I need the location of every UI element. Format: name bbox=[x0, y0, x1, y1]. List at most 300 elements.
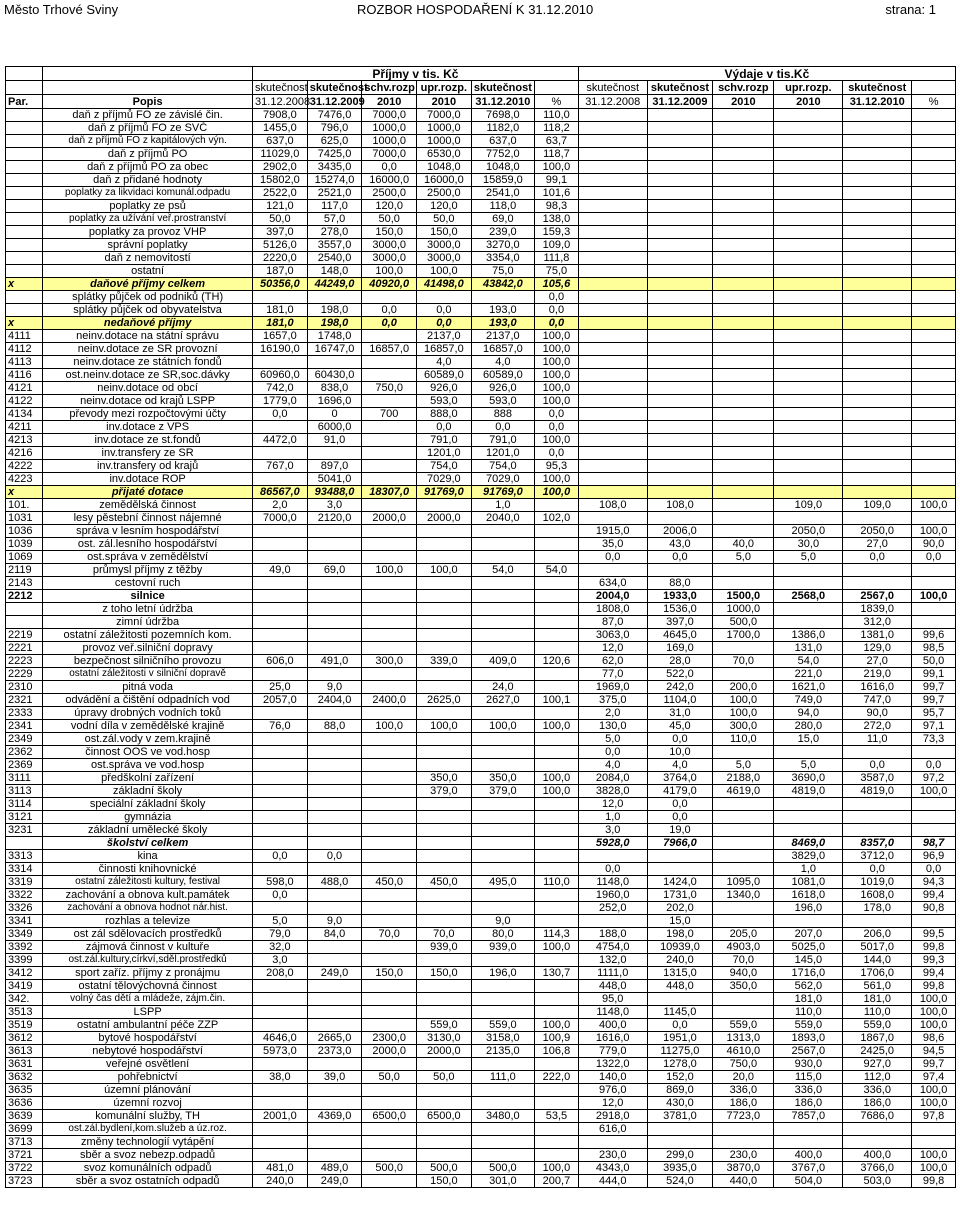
table-row bbox=[6, 499, 956, 512]
value-cell: 1455,0 bbox=[253, 122, 308, 135]
value-cell bbox=[647, 226, 713, 239]
row-description: správa v lesním hospodářství bbox=[43, 525, 253, 538]
value-cell: 100,0 bbox=[535, 161, 579, 174]
value-cell bbox=[713, 993, 774, 1006]
value-cell bbox=[253, 785, 308, 798]
value-cell bbox=[307, 447, 362, 460]
value-cell: 28,0 bbox=[647, 655, 713, 668]
value-cell: 50,0 bbox=[912, 655, 956, 668]
value-cell bbox=[912, 577, 956, 590]
value-cell bbox=[253, 980, 308, 993]
paragraph-code: 4122 bbox=[6, 395, 43, 408]
value-cell: 96,9 bbox=[912, 850, 956, 863]
value-cell bbox=[843, 187, 912, 200]
value-cell bbox=[417, 1123, 472, 1136]
value-cell bbox=[362, 1175, 417, 1188]
value-cell: 99,7 bbox=[912, 681, 956, 694]
value-cell: 41498,0 bbox=[417, 278, 472, 291]
value-cell bbox=[535, 616, 579, 629]
value-cell bbox=[912, 382, 956, 395]
value-cell: 60589,0 bbox=[417, 369, 472, 382]
value-cell bbox=[362, 616, 417, 629]
value-cell bbox=[774, 577, 843, 590]
value-cell bbox=[843, 330, 912, 343]
paragraph-code: 3349 bbox=[6, 928, 43, 941]
value-cell: 120,6 bbox=[535, 655, 579, 668]
value-cell bbox=[535, 1097, 579, 1110]
column-header-exp-2-sub: 2010 bbox=[713, 95, 774, 109]
value-cell bbox=[578, 226, 647, 239]
row-description: ostatní záležitosti kultury, festival bbox=[43, 876, 253, 889]
value-cell bbox=[471, 889, 534, 902]
value-cell: 350,0 bbox=[713, 980, 774, 993]
value-cell: 60589,0 bbox=[471, 369, 534, 382]
value-cell bbox=[253, 642, 308, 655]
value-cell: 249,0 bbox=[307, 967, 362, 980]
value-cell: 1657,0 bbox=[253, 330, 308, 343]
value-cell: 98,3 bbox=[535, 200, 579, 213]
value-cell: 40920,0 bbox=[362, 278, 417, 291]
paragraph-code bbox=[6, 304, 43, 317]
value-cell: 100,0 bbox=[912, 1006, 956, 1019]
row-description: neinv.dotace na státní správu bbox=[43, 330, 253, 343]
value-cell bbox=[843, 1123, 912, 1136]
value-cell: 88,0 bbox=[307, 720, 362, 733]
value-cell bbox=[362, 668, 417, 681]
value-cell: 99,1 bbox=[912, 668, 956, 681]
column-header-inc-4: skutečnost bbox=[471, 81, 534, 95]
paragraph-code: 2229 bbox=[6, 668, 43, 681]
table-row bbox=[6, 1071, 956, 1084]
value-cell bbox=[843, 304, 912, 317]
value-cell: 0,0 bbox=[253, 408, 308, 421]
paragraph-code: x bbox=[6, 278, 43, 291]
value-cell: 99,8 bbox=[912, 941, 956, 954]
value-cell: 2500,0 bbox=[417, 187, 472, 200]
paragraph-code: 3699 bbox=[6, 1123, 43, 1136]
column-header-exp-5-sub: % bbox=[912, 95, 956, 109]
value-cell: 120,0 bbox=[417, 200, 472, 213]
table-row bbox=[6, 785, 956, 798]
value-cell: 54,0 bbox=[535, 564, 579, 577]
value-cell bbox=[253, 746, 308, 759]
value-cell bbox=[774, 109, 843, 122]
value-cell: 100,0 bbox=[713, 694, 774, 707]
value-cell: 2500,0 bbox=[362, 187, 417, 200]
value-cell bbox=[578, 278, 647, 291]
value-cell: 3000,0 bbox=[362, 252, 417, 265]
table-row bbox=[6, 1175, 956, 1188]
value-cell bbox=[307, 1019, 362, 1032]
table-row bbox=[6, 915, 956, 928]
paragraph-code: 3326 bbox=[6, 902, 43, 915]
value-cell: 70,0 bbox=[713, 655, 774, 668]
value-cell: 129,0 bbox=[843, 642, 912, 655]
value-cell: 2000,0 bbox=[362, 1045, 417, 1058]
table-row bbox=[6, 1084, 956, 1097]
paragraph-code bbox=[6, 174, 43, 187]
value-cell: 750,0 bbox=[362, 382, 417, 395]
value-cell: 397,0 bbox=[253, 226, 308, 239]
value-cell: 12,0 bbox=[578, 642, 647, 655]
table-row bbox=[6, 863, 956, 876]
value-cell: 181,0 bbox=[843, 993, 912, 1006]
row-description: odvádění a čištění odpadních vod bbox=[43, 694, 253, 707]
value-cell: 375,0 bbox=[578, 694, 647, 707]
value-cell: 100,0 bbox=[535, 772, 579, 785]
table-row bbox=[6, 460, 956, 473]
income-header: Příjmy v tis. Kč bbox=[253, 67, 579, 81]
value-cell bbox=[843, 317, 912, 330]
report-title: ROZBOR HOSPODAŘENÍ K 31.12.2010 bbox=[357, 2, 594, 17]
value-cell bbox=[362, 421, 417, 434]
value-cell: 336,0 bbox=[843, 1084, 912, 1097]
paragraph-code: 2223 bbox=[6, 655, 43, 668]
value-cell bbox=[774, 174, 843, 187]
value-cell: 559,0 bbox=[713, 1019, 774, 1032]
value-cell: 4819,0 bbox=[843, 785, 912, 798]
value-cell: 2,0 bbox=[578, 707, 647, 720]
value-cell bbox=[307, 1084, 362, 1097]
value-cell bbox=[417, 642, 472, 655]
value-cell: 897,0 bbox=[307, 460, 362, 473]
value-cell: 299,0 bbox=[647, 1149, 713, 1162]
value-cell bbox=[774, 317, 843, 330]
value-cell: 312,0 bbox=[843, 616, 912, 629]
value-cell bbox=[417, 863, 472, 876]
value-cell: 400,0 bbox=[774, 1149, 843, 1162]
value-cell bbox=[713, 109, 774, 122]
value-cell: 93488,0 bbox=[307, 486, 362, 499]
value-cell: 278,0 bbox=[307, 226, 362, 239]
value-cell: 0,0 bbox=[647, 551, 713, 564]
row-description: daň z přidané hodnoty bbox=[43, 174, 253, 187]
row-description: splátky půjček od podniků (TH) bbox=[43, 291, 253, 304]
value-cell bbox=[912, 109, 956, 122]
row-description: přijaté dotace bbox=[43, 486, 253, 499]
value-cell: 300,0 bbox=[362, 655, 417, 668]
value-cell: 504,0 bbox=[774, 1175, 843, 1188]
value-cell bbox=[843, 512, 912, 525]
value-cell: 500,0 bbox=[417, 1162, 472, 1175]
row-description: z toho letní údržba bbox=[43, 603, 253, 616]
value-cell bbox=[307, 1136, 362, 1149]
value-cell: 99,5 bbox=[912, 928, 956, 941]
value-cell: 3935,0 bbox=[647, 1162, 713, 1175]
value-cell bbox=[307, 785, 362, 798]
table-row bbox=[6, 954, 956, 967]
value-cell bbox=[253, 811, 308, 824]
paragraph-code: 3121 bbox=[6, 811, 43, 824]
value-cell: 39,0 bbox=[307, 1071, 362, 1084]
value-cell: 38,0 bbox=[253, 1071, 308, 1084]
value-cell bbox=[843, 109, 912, 122]
table-row bbox=[6, 577, 956, 590]
value-cell bbox=[471, 577, 534, 590]
value-cell: 99,1 bbox=[535, 174, 579, 187]
value-cell bbox=[713, 369, 774, 382]
column-header-exp-5 bbox=[912, 81, 956, 95]
value-cell bbox=[417, 603, 472, 616]
row-description: veřejné osvětlení bbox=[43, 1058, 253, 1071]
value-cell bbox=[843, 577, 912, 590]
row-description: daň z příjmů FO ze SVČ bbox=[43, 122, 253, 135]
value-cell: 522,0 bbox=[647, 668, 713, 681]
value-cell bbox=[713, 174, 774, 187]
value-cell bbox=[362, 915, 417, 928]
value-cell bbox=[578, 369, 647, 382]
row-description: neinv.dotace ze státních fondů bbox=[43, 356, 253, 369]
table-row bbox=[6, 1006, 956, 1019]
table-row bbox=[6, 876, 956, 889]
value-cell: 242,0 bbox=[647, 681, 713, 694]
value-cell bbox=[713, 304, 774, 317]
value-cell: 16000,0 bbox=[362, 174, 417, 187]
value-cell: 77,0 bbox=[578, 668, 647, 681]
value-cell bbox=[912, 486, 956, 499]
value-cell: 5928,0 bbox=[578, 837, 647, 850]
value-cell bbox=[417, 1136, 472, 1149]
value-cell: 1048,0 bbox=[417, 161, 472, 174]
row-description: zachování a obnova kult.památek bbox=[43, 889, 253, 902]
value-cell: 62,0 bbox=[578, 655, 647, 668]
value-cell bbox=[713, 343, 774, 356]
row-description: inv.dotace ROP bbox=[43, 473, 253, 486]
value-cell: 0,0 bbox=[843, 551, 912, 564]
value-cell bbox=[307, 954, 362, 967]
value-cell bbox=[647, 317, 713, 330]
value-cell: 4472,0 bbox=[253, 434, 308, 447]
value-cell: 100,0 bbox=[535, 941, 579, 954]
paragraph-code: 4112 bbox=[6, 343, 43, 356]
value-cell: 5,0 bbox=[774, 551, 843, 564]
value-cell bbox=[843, 278, 912, 291]
value-cell bbox=[253, 551, 308, 564]
value-cell: 1748,0 bbox=[307, 330, 362, 343]
value-cell bbox=[307, 356, 362, 369]
value-cell: 561,0 bbox=[843, 980, 912, 993]
table-row bbox=[6, 603, 956, 616]
value-cell bbox=[912, 174, 956, 187]
value-cell bbox=[774, 252, 843, 265]
row-description: základní umělecké školy bbox=[43, 824, 253, 837]
value-cell bbox=[362, 1149, 417, 1162]
value-cell bbox=[471, 525, 534, 538]
value-cell: 100,0 bbox=[912, 1084, 956, 1097]
value-cell: 1048,0 bbox=[471, 161, 534, 174]
value-cell bbox=[578, 915, 647, 928]
value-cell bbox=[471, 824, 534, 837]
value-cell bbox=[647, 135, 713, 148]
table-row bbox=[6, 616, 956, 629]
par-header-top bbox=[6, 81, 43, 95]
value-cell: 100,0 bbox=[912, 1162, 956, 1175]
value-cell: 205,0 bbox=[713, 928, 774, 941]
value-cell: 1000,0 bbox=[713, 603, 774, 616]
value-cell bbox=[713, 863, 774, 876]
value-cell: 97,4 bbox=[912, 1071, 956, 1084]
table-row bbox=[6, 1162, 956, 1175]
value-cell: 150,0 bbox=[417, 967, 472, 980]
value-cell bbox=[578, 473, 647, 486]
value-cell bbox=[362, 434, 417, 447]
value-cell bbox=[774, 1123, 843, 1136]
value-cell: 27,0 bbox=[843, 655, 912, 668]
value-cell bbox=[253, 993, 308, 1006]
table-row bbox=[6, 694, 956, 707]
table-row bbox=[6, 382, 956, 395]
table-row bbox=[6, 655, 956, 668]
value-cell bbox=[578, 356, 647, 369]
value-cell bbox=[307, 538, 362, 551]
row-description: činnost OOS ve vod.hosp bbox=[43, 746, 253, 759]
value-cell bbox=[912, 304, 956, 317]
value-cell: 24,0 bbox=[471, 681, 534, 694]
value-cell bbox=[362, 798, 417, 811]
value-cell bbox=[713, 395, 774, 408]
value-cell: 1839,0 bbox=[843, 603, 912, 616]
value-cell: 70,0 bbox=[362, 928, 417, 941]
value-cell: 15802,0 bbox=[253, 174, 308, 187]
value-cell: 5,0 bbox=[253, 915, 308, 928]
paragraph-code: 3722 bbox=[6, 1162, 43, 1175]
value-cell bbox=[713, 135, 774, 148]
value-cell: 94,5 bbox=[912, 1045, 956, 1058]
value-cell: 2000,0 bbox=[362, 512, 417, 525]
value-cell: 118,2 bbox=[535, 122, 579, 135]
value-cell: 110,0 bbox=[535, 109, 579, 122]
value-cell bbox=[713, 187, 774, 200]
column-header-inc-3-sub: 2010 bbox=[417, 95, 472, 109]
value-cell bbox=[535, 746, 579, 759]
paragraph-code: 2369 bbox=[6, 759, 43, 772]
paragraph-code: 3313 bbox=[6, 850, 43, 863]
value-cell: 100,0 bbox=[417, 720, 472, 733]
value-cell: 120,0 bbox=[362, 200, 417, 213]
value-cell bbox=[713, 200, 774, 213]
value-cell bbox=[713, 668, 774, 681]
value-cell: 4,0 bbox=[471, 356, 534, 369]
row-description: daň z příjmů PO bbox=[43, 148, 253, 161]
value-cell bbox=[843, 382, 912, 395]
table-row bbox=[6, 1136, 956, 1149]
row-description: inv.transfery od krajů bbox=[43, 460, 253, 473]
value-cell: 2522,0 bbox=[253, 187, 308, 200]
popis-header: Popis bbox=[43, 95, 253, 109]
value-cell: 159,3 bbox=[535, 226, 579, 239]
value-cell: 109,0 bbox=[774, 499, 843, 512]
table-row bbox=[6, 291, 956, 304]
value-cell bbox=[535, 525, 579, 538]
value-cell bbox=[713, 915, 774, 928]
value-cell bbox=[843, 239, 912, 252]
value-cell: 187,0 bbox=[253, 265, 308, 278]
value-cell bbox=[713, 1136, 774, 1149]
value-cell bbox=[578, 109, 647, 122]
paragraph-code: 3613 bbox=[6, 1045, 43, 1058]
value-cell bbox=[713, 447, 774, 460]
value-cell: 1104,0 bbox=[647, 694, 713, 707]
value-cell: 73,3 bbox=[912, 733, 956, 746]
value-cell bbox=[912, 278, 956, 291]
value-cell: 132,0 bbox=[578, 954, 647, 967]
table-row bbox=[6, 213, 956, 226]
value-cell bbox=[843, 356, 912, 369]
value-cell: 95,7 bbox=[912, 707, 956, 720]
value-cell: 0,0 bbox=[647, 733, 713, 746]
value-cell: 0,0 bbox=[253, 850, 308, 863]
value-cell bbox=[307, 1149, 362, 1162]
value-cell: 448,0 bbox=[578, 980, 647, 993]
paragraph-code bbox=[6, 291, 43, 304]
value-cell: 7908,0 bbox=[253, 109, 308, 122]
value-cell: 100,0 bbox=[535, 785, 579, 798]
value-cell bbox=[713, 1006, 774, 1019]
value-cell bbox=[843, 564, 912, 577]
value-cell: 1731,0 bbox=[647, 889, 713, 902]
paragraph-code: 4222 bbox=[6, 460, 43, 473]
value-cell bbox=[362, 759, 417, 772]
value-cell: 559,0 bbox=[774, 1019, 843, 1032]
table-row bbox=[6, 720, 956, 733]
value-cell bbox=[647, 850, 713, 863]
value-cell bbox=[578, 460, 647, 473]
value-cell bbox=[647, 863, 713, 876]
value-cell bbox=[471, 642, 534, 655]
value-cell bbox=[362, 1097, 417, 1110]
value-cell bbox=[647, 187, 713, 200]
value-cell: 5973,0 bbox=[253, 1045, 308, 1058]
value-cell bbox=[578, 330, 647, 343]
value-cell: 2540,0 bbox=[307, 252, 362, 265]
value-cell: 450,0 bbox=[417, 876, 472, 889]
value-cell: 0,0 bbox=[417, 304, 472, 317]
value-cell bbox=[843, 460, 912, 473]
value-cell bbox=[307, 707, 362, 720]
value-cell: 1616,0 bbox=[578, 1032, 647, 1045]
column-header-inc-2-sub: 2010 bbox=[362, 95, 417, 109]
value-cell: 0,0 bbox=[843, 863, 912, 876]
value-cell: 791,0 bbox=[417, 434, 472, 447]
value-cell: 1019,0 bbox=[843, 876, 912, 889]
value-cell: 106,8 bbox=[535, 1045, 579, 1058]
value-cell bbox=[774, 798, 843, 811]
value-cell bbox=[253, 590, 308, 603]
value-cell: 75,0 bbox=[535, 265, 579, 278]
value-cell: 448,0 bbox=[647, 980, 713, 993]
value-cell: 5,0 bbox=[713, 551, 774, 564]
paragraph-code bbox=[6, 265, 43, 278]
value-cell bbox=[535, 824, 579, 837]
value-cell bbox=[774, 408, 843, 421]
value-cell: 3690,0 bbox=[774, 772, 843, 785]
value-cell: 100,1 bbox=[535, 694, 579, 707]
value-cell bbox=[471, 759, 534, 772]
value-cell bbox=[253, 1058, 308, 1071]
value-cell: 105,6 bbox=[535, 278, 579, 291]
value-cell: 100,0 bbox=[912, 1149, 956, 1162]
value-cell bbox=[253, 772, 308, 785]
paragraph-code bbox=[6, 603, 43, 616]
value-cell: 2084,0 bbox=[578, 772, 647, 785]
value-cell: 7000,0 bbox=[417, 109, 472, 122]
value-cell: 3712,0 bbox=[843, 850, 912, 863]
paragraph-code: 4116 bbox=[6, 369, 43, 382]
value-cell bbox=[535, 915, 579, 928]
value-cell bbox=[417, 1006, 472, 1019]
value-cell bbox=[362, 733, 417, 746]
row-description: nebytové hospodářství bbox=[43, 1045, 253, 1058]
